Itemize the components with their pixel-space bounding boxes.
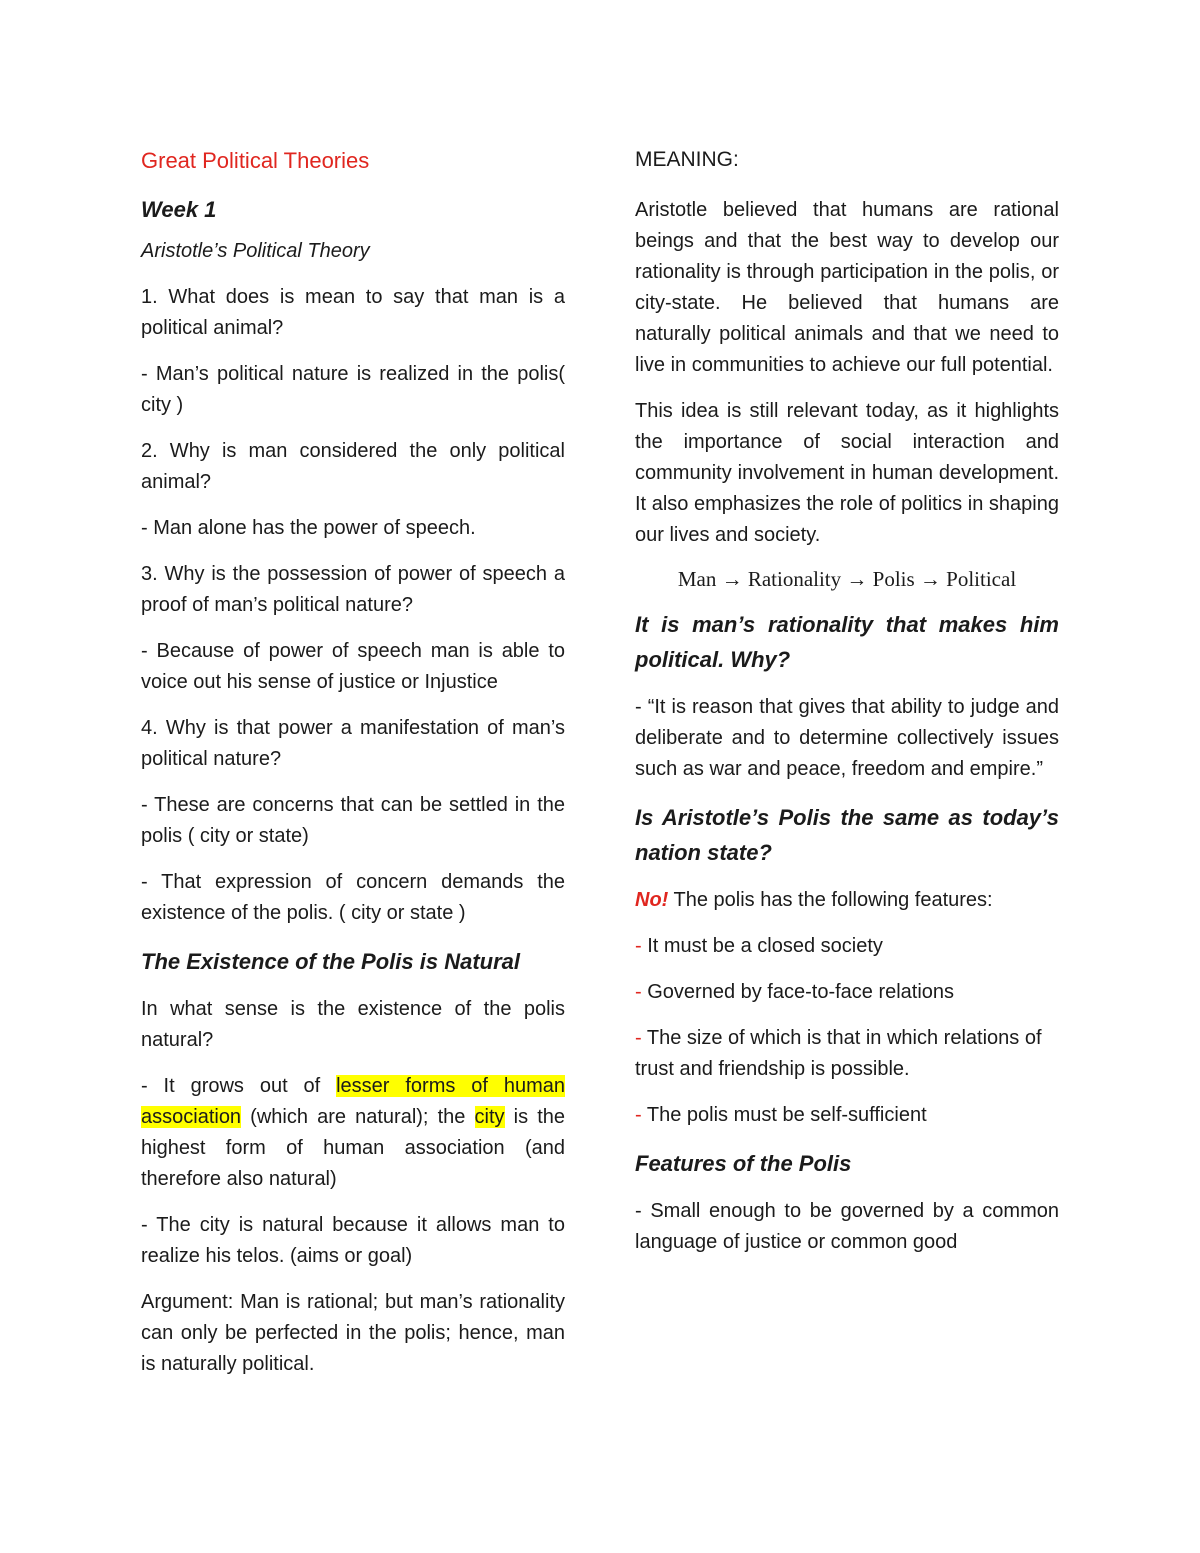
polis-feature-item: - The size of which is that in which relations of trust and friendship is possible. [635, 1027, 1042, 1080]
argument-paragraph: Argument: Man is rational; but man’s rationality can only be perfected in the polis; hence, man is naturally political. [141, 1291, 565, 1375]
answer-4a: - These are concerns that can be settled in the polis ( city or state) [141, 794, 565, 847]
answer-2: - Man alone has the power of speech. [141, 517, 476, 539]
polis-feature-item: - The polis must be self-sufficient [635, 1104, 927, 1126]
rationality-heading: It is man’s rationality that makes him political. Why? [635, 612, 1059, 672]
nation-state-heading: Is Aristotle’s Polis the same as today’s nation state? [635, 805, 1059, 865]
red-dash: - [635, 1027, 642, 1049]
document-title: Great Political Theories [141, 148, 370, 173]
left-column [141, 140, 565, 1395]
question-4: 4. Why is that power a manifestation of man’s political nature? [141, 717, 565, 770]
question-1: 1. What does is mean to say that man is a political animal? [141, 286, 565, 339]
section-subtitle: Aristotle’s Political Theory [141, 240, 370, 262]
no-emphasis: No! [635, 889, 669, 911]
question-2: 2. Why is man considered the only political animal? [141, 440, 565, 493]
answer-3: - Because of power of speech man is able to voice out his sense of justice or Injustice [141, 640, 565, 693]
polis-feature-item: - It must be a closed society [635, 935, 883, 957]
highlight-city: city [474, 1106, 505, 1128]
red-dash: - [635, 935, 642, 957]
highlight-lesser-forms: lesser forms of human association [141, 1075, 565, 1128]
natural-answer-1: - It grows out of lesser forms of human association (which are natural); the city is the highest form of human association (and therefore also natural) [141, 1075, 566, 1190]
meaning-paragraph-2: This idea is still relevant today, as it highlights the importance of social interaction and community involvement in human development. It also emphasizes the role of politics in shaping our lives and society. [635, 400, 1059, 546]
right-column [635, 140, 1059, 1273]
features-paragraph: - Small enough to be governed by a common language of justice or common good [635, 1200, 1059, 1253]
red-dash: - [635, 981, 642, 1003]
nation-state-answer: No! The polis has the following features: [635, 889, 993, 911]
meaning-paragraph-1: Aristotle believed that humans are rational beings and that the best way to develop our rationality is through participation in the polis, or city-state. He believed that humans are naturally political animals and that we need to live in communities to achieve our full potential. [635, 199, 1059, 376]
answer-4b: - That expression of concern demands the existence of the polis. ( city or state ) [141, 871, 565, 924]
question-3: 3. Why is the possession of power of speech a proof of man’s political nature? [141, 563, 565, 616]
rationality-flow: Man → Rationality → Polis → Political [677, 567, 1017, 591]
polis-feature-item: - Governed by face-to-face relations [635, 981, 955, 1003]
answer-1: - Man’s political nature is realized in the polis( city ) [141, 363, 565, 416]
red-dash: - [635, 1104, 642, 1126]
features-heading: Features of the Polis [635, 1151, 852, 1176]
natural-heading: The Existence of the Polis is Natural [141, 949, 520, 974]
rationality-quote: - “It is reason that gives that ability to judge and deliberate and to determine collectively issues such as war and peace, freedom and empire.” [635, 696, 1059, 780]
week-heading: Week 1 [141, 197, 217, 222]
meaning-heading: MEANING: [635, 148, 739, 171]
natural-question: In what sense is the existence of the polis natural? [141, 998, 565, 1051]
natural-answer-2: - The city is natural because it allows man to realize his telos. (aims or goal) [141, 1214, 565, 1267]
